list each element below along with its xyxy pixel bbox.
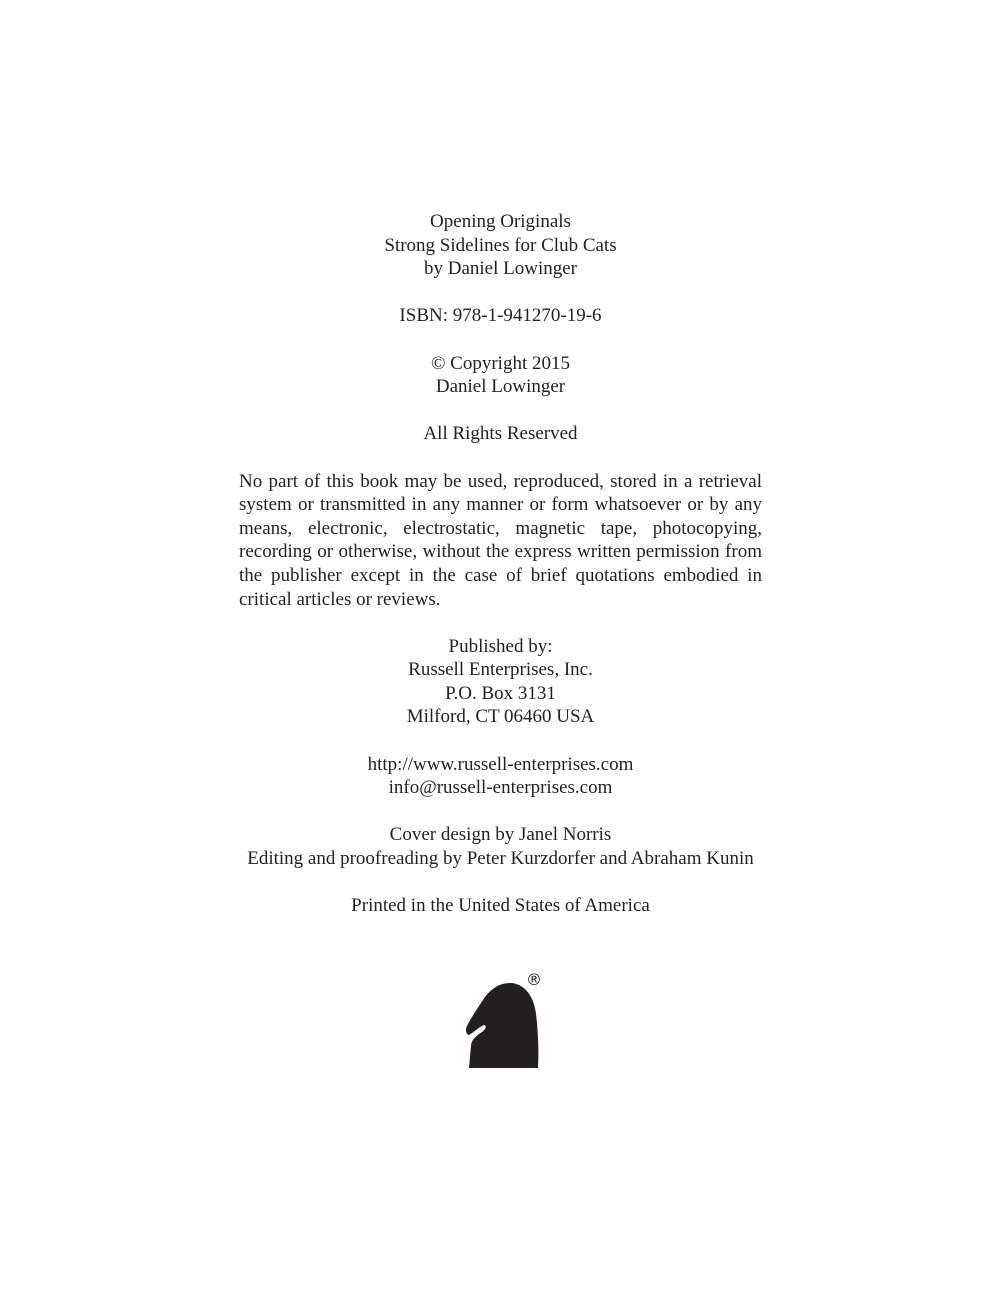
publisher-address-2: Milford, CT 06460 USA: [406, 706, 595, 728]
copyright-holder: Daniel Lowinger: [435, 376, 566, 398]
book-subtitle: Strong Sidelines for Club Cats: [384, 234, 617, 256]
credits-block: [239, 823, 762, 870]
rights-reserved: All Rights Reserved: [423, 423, 578, 445]
publisher-name: Russell Enterprises, Inc.: [408, 659, 593, 681]
book-title: Opening Originals: [430, 211, 571, 232]
printed-in: Printed in the United States of America: [351, 895, 650, 917]
isbn-block: [239, 304, 762, 328]
publisher-block: [239, 635, 762, 729]
title-block: [239, 210, 762, 281]
editing-credit: Editing and proofreading by Peter Kurzdorfer and Abraham Kunin: [247, 848, 754, 870]
rights-block: [239, 422, 762, 446]
publisher-logo: [462, 972, 546, 1072]
printed-block: [239, 894, 762, 918]
publisher-label: Published by:: [448, 635, 553, 657]
author-line: by Daniel Lowinger: [423, 258, 577, 280]
isbn: ISBN: 978-1-941270-19-6: [399, 305, 602, 327]
publisher-address-1: P.O. Box 3131: [445, 682, 556, 704]
legal-notice: No part of this book may be used, reproduced, stored in a retrieval system or transmitted in any manner or form whatsoever or by any means, electronic, electrostatic, magnetic tape, photocopying, recording or otherwise, without the express written permission from the publisher except in the case of brief quotations embodied in critical articles or reviews.: [239, 470, 762, 610]
cover-credit: Cover design by Janel Norris: [389, 824, 612, 846]
copyright-block: [239, 352, 762, 399]
contact-block: [239, 753, 762, 800]
email-link[interactable]: info@russell-enterprises.com: [388, 777, 613, 799]
website-link[interactable]: http://www.russell-enterprises.com: [367, 753, 634, 775]
copyright-year: © Copyright 2015: [431, 352, 570, 374]
registered-mark: ®: [526, 970, 542, 989]
copyright-page: [239, 210, 762, 941]
